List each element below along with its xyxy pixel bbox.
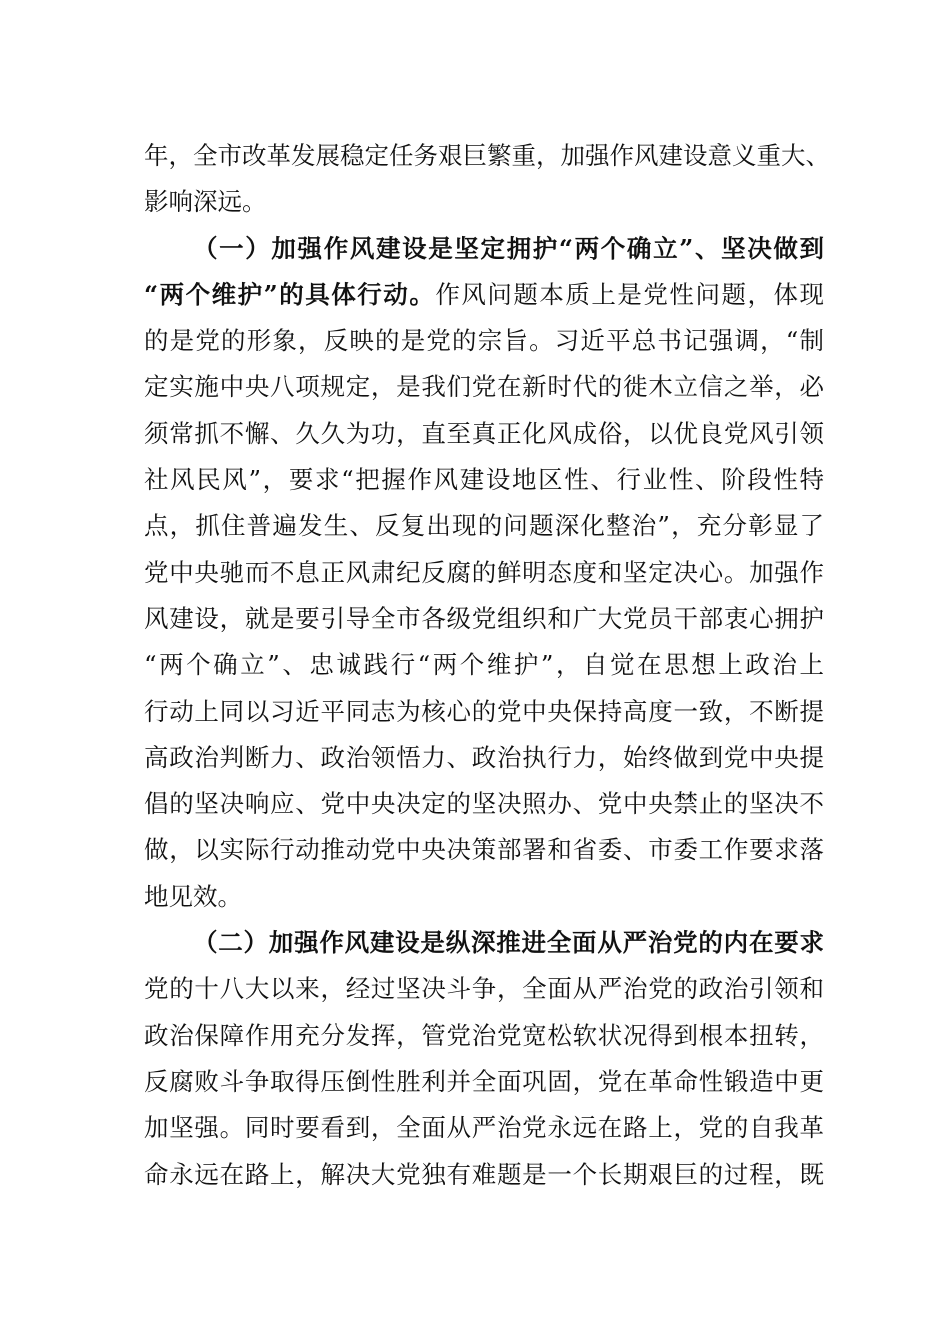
text-line: 反腐败斗争取得压倒性胜利并全面巩固，党在革命性锻造中更: [144, 1066, 824, 1096]
text-line: 风建设，就是要引导全市各级党组织和广大党员干部衷心拥护: [144, 603, 824, 633]
text-line: 社风民风”，要求“把握作风建设地区性、行业性、阶段性特: [144, 465, 824, 495]
text-line: 政治保障作用充分发挥，管党治党宽松软状况得到根本扭转，: [144, 1020, 824, 1050]
text-line: “两个确立”、忠诚践行“两个维护”，自觉在思想上政治上: [144, 650, 824, 680]
section-heading-2: （二）加强作风建设是纵深推进全面从严治党的内在要求: [193, 928, 824, 958]
text-line: 点，抓住普遍发生、反复出现的问题深化整治”，充分彰显了: [144, 511, 824, 541]
text-line: 年，全市改革发展稳定任务艰巨繁重，加强作风建设意义重大、: [144, 141, 830, 170]
text-line: 定实施中央八项规定，是我们党在新时代的徙木立信之举，必: [144, 372, 824, 402]
text-line: 党的十八大以来，经过坚决斗争，全面从严治党的政治引领和: [144, 974, 824, 1004]
text-line: 影响深远。: [144, 187, 267, 217]
body-text: [144, 133, 830, 1198]
section-heading-1: （一）加强作风建设是坚定拥护“两个确立”、坚决做到: [193, 233, 824, 263]
text-line: 的是党的形象，反映的是党的宗旨。习近平总书记强调，“制: [144, 326, 824, 356]
text-line: 倡的坚决响应、党中央决定的坚决照办、党中央禁止的坚决不: [144, 789, 824, 819]
text-line: [144, 272, 824, 318]
section-heading-1-continuation: “两个维护”的具体行动。: [144, 279, 436, 309]
text-line: 行动上同以习近平同志为核心的党中央保持高度一致，不断提: [144, 696, 824, 726]
text-line: 命永远在路上，解决大党独有难题是一个长期艰巨的过程，既: [144, 1159, 824, 1189]
text-line: 加坚强。同时要看到，全面从严治党永远在路上，党的自我革: [144, 1113, 824, 1143]
text-line: 党中央驰而不息正风肃纪反腐的鲜明态度和坚定决心。加强作: [144, 557, 824, 587]
text-line: 做，以实际行动推动党中央决策部署和省委、市委工作要求落: [144, 835, 824, 865]
text-line: 高政治判断力、政治领悟力、政治执行力，始终做到党中央提: [144, 742, 824, 772]
text-run: 作风问题本质上是党性问题，体现: [435, 279, 824, 309]
text-line: 须常抓不懈、久久为功，直至真正化风成俗，以优良党风引领: [144, 418, 824, 448]
text-line: 地见效。: [144, 881, 242, 911]
